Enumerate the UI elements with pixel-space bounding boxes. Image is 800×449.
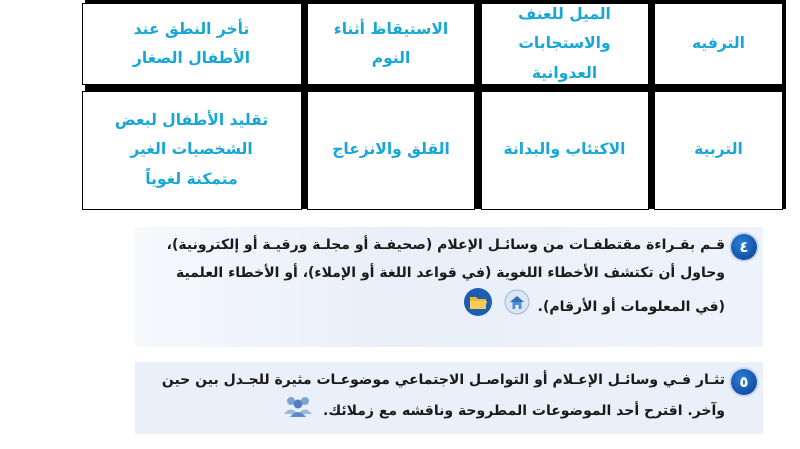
folder-icon[interactable] bbox=[463, 287, 493, 327]
table-cell: الترفيه bbox=[654, 3, 783, 85]
activity-text-line: تثـار فـي وسائـل الإعـلام أو التواصـل الاجتماعي موضوعـات مثيرة للجـدل بين حين bbox=[161, 372, 725, 388]
activity-4 bbox=[135, 227, 763, 347]
activity-text: وآخر. اقترح أحد الموضوعات المطروحة وناقشه مع زملائك. bbox=[323, 403, 725, 419]
group-icon[interactable] bbox=[281, 394, 315, 428]
activity-text-line: قـم بقـراءة مقتطفـات من وسائـل الإعلام (صحيفـة أو مجلـة ورقيـة أو إلكترونية)، bbox=[166, 237, 725, 253]
table-cell: الاستيقاظ أثناء النوم bbox=[307, 3, 475, 85]
activity-text-line bbox=[135, 287, 763, 327]
activity-text: (في المعلومات أو الأرقام). bbox=[537, 299, 725, 315]
effects-table bbox=[85, 0, 786, 209]
activity-text-line bbox=[135, 394, 763, 428]
table-cell: تقليد الأطفال لبعض الشخصيات الغير متمكنة لغوياً bbox=[82, 91, 302, 210]
table-cell: التربية bbox=[654, 91, 783, 210]
table-cell: القلق والانزعاج bbox=[307, 91, 475, 210]
activity-5 bbox=[135, 362, 763, 434]
table-cell: الاكتئاب والبدانة bbox=[481, 91, 649, 210]
table-cell: تأخر النطق عند الأطفال الصغار bbox=[82, 3, 302, 85]
table-cell: الميل للعنف والاستجابات العدوانية bbox=[481, 3, 649, 85]
activity-number-badge: ٥ bbox=[731, 369, 757, 395]
activity-text-line: وحاول أن تكتشف الأخطاء اللغوية (في قواعد اللغة أو الإملاء)، أو الأخطاء العلمية bbox=[175, 265, 725, 281]
home-icon[interactable] bbox=[504, 289, 530, 325]
activity-number-badge: ٤ bbox=[731, 234, 757, 260]
